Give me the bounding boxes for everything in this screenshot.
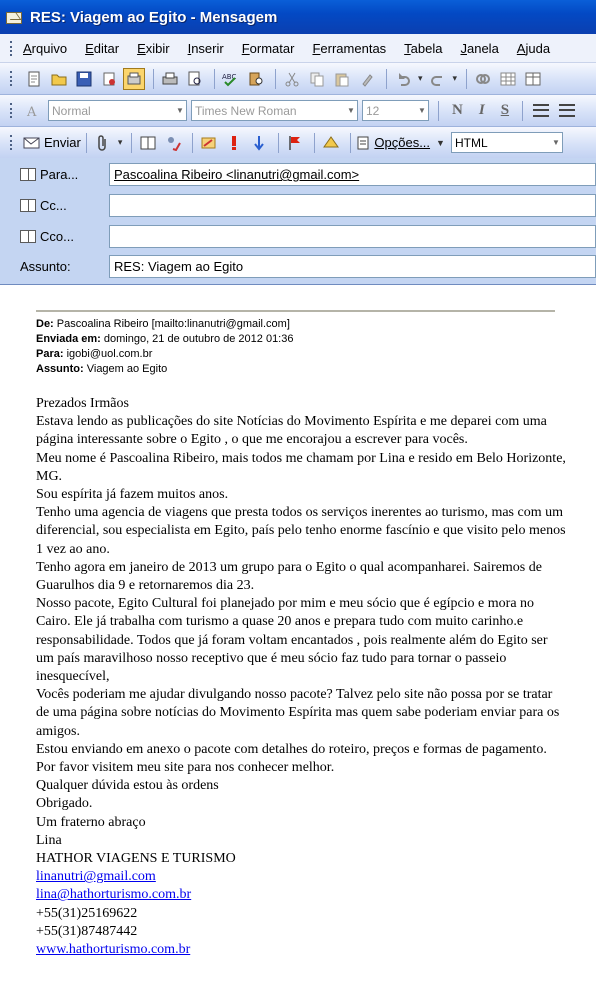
print-icon[interactable] xyxy=(159,68,181,90)
letter-paragraph: Obrigado. xyxy=(36,796,93,812)
paste-icon[interactable] xyxy=(331,68,353,90)
message-toolbar xyxy=(0,127,596,159)
letter-greeting: Prezados Irmãos xyxy=(36,396,129,411)
quoted-subject-label: Assunto: xyxy=(36,363,84,375)
letter-paragraph: Meu nome é Pascoalina Ribeiro, mais todos me chamam por Lina e resido em Belo Horizonte, MG. xyxy=(36,450,566,484)
toolbar-separator xyxy=(314,133,315,153)
bcc-row xyxy=(0,225,596,249)
toolbar-grip[interactable] xyxy=(10,41,13,56)
toolbar-separator xyxy=(386,69,387,89)
quoted-from-label: De: xyxy=(36,318,54,330)
toolbar-separator xyxy=(278,133,279,153)
style-select[interactable] xyxy=(48,100,187,121)
signature-name: Lina xyxy=(36,832,62,848)
bcc-button[interactable] xyxy=(20,229,74,244)
menu-arquivo[interactable]: Arquivo xyxy=(23,40,68,56)
toolbar-grip[interactable] xyxy=(10,135,13,150)
menu-ferramentas[interactable]: Ferramentas xyxy=(312,40,387,56)
to-row xyxy=(0,163,596,187)
message-body[interactable] xyxy=(0,286,596,989)
format-painter-icon[interactable] xyxy=(356,68,378,90)
email-link[interactable]: lina@hathorturismo.com.br xyxy=(36,887,192,903)
menu-exibir[interactable]: Exibir xyxy=(137,40,170,56)
toolbar-separator xyxy=(214,69,215,89)
send-label: Enviar xyxy=(44,135,81,150)
underline-button[interactable]: S xyxy=(500,102,510,118)
address-book-icon[interactable] xyxy=(137,132,159,154)
quoted-subject-value: Viagem ao Egito xyxy=(86,363,168,375)
toolbar-separator xyxy=(153,69,154,89)
insert-table-icon[interactable] xyxy=(522,68,544,90)
cc-field[interactable] xyxy=(109,194,596,217)
cc-button[interactable] xyxy=(20,198,67,213)
align-left-icon[interactable] xyxy=(533,104,549,117)
hyperlink-icon[interactable] xyxy=(472,68,494,90)
quoted-to-value: igobi@uol.com.br xyxy=(66,348,153,360)
style-select-value: Normal xyxy=(52,103,91,118)
to-label: Para... xyxy=(40,167,79,182)
letter-paragraph: Qualquer dúvida estou às ordens xyxy=(36,778,219,794)
letter-paragraph: Estava lendo as publicações do site Notícias do Movimento Espírita e me deparei com uma página interessante sobre o Egito , o que me encorajou a escrever para vocês. xyxy=(36,414,547,448)
preview-icon[interactable] xyxy=(184,68,206,90)
standard-toolbar xyxy=(0,63,596,95)
low-importance-icon[interactable] xyxy=(248,132,270,154)
print-preview-icon[interactable] xyxy=(123,68,145,90)
quoted-to-label: Para: xyxy=(36,348,64,360)
quote-divider xyxy=(36,310,555,312)
subject-field[interactable]: RES: Viagem ao Egito xyxy=(109,255,596,278)
chevron-down-icon[interactable]: ▾ xyxy=(452,73,458,83)
check-names-icon[interactable] xyxy=(162,132,184,154)
chevron-down-icon[interactable]: ▾ xyxy=(418,73,423,83)
copy-icon[interactable] xyxy=(306,68,328,90)
subject-row xyxy=(0,255,596,279)
phone-number: +55(31)25169622 xyxy=(36,905,138,921)
research-icon[interactable] xyxy=(245,68,267,90)
high-importance-icon[interactable] xyxy=(223,132,245,154)
signature-icon[interactable] xyxy=(198,132,220,154)
message-format-select[interactable] xyxy=(451,132,563,153)
toolbar-separator xyxy=(522,101,523,121)
font-size-select[interactable] xyxy=(362,100,429,121)
chevron-down-icon: ▼ xyxy=(418,106,426,115)
chevron-down-icon: ▼ xyxy=(176,106,184,115)
new-icon[interactable] xyxy=(23,68,45,90)
letter-paragraph: Tenho uma agencia de viagens que presta todos os serviços inerentes ao turismo, mas com um diferencial, sou especialista em Egito, país pelo tenho enorme fascínio e que visito pelo menos 1 vez ao ano. xyxy=(36,505,566,557)
cc-label: Cc... xyxy=(40,198,67,213)
cut-icon[interactable] xyxy=(281,68,303,90)
subject-label: Assunto: xyxy=(20,259,71,274)
letter-paragraph: Nosso pacote, Egito Cultural foi planejado por mim e meu sócio que é egípcio e mora no Cairo. Ele já trabalha com turismo a quase 20 anos e prepara tudo com muito carinho.e responsabilidade. Todos que já foram voltam encantados , pois realmente além do Egito ser um país maravilhoso nosso receptivo que é meu sócio faz tudo para tornar o passeio inesquecível, xyxy=(36,596,548,685)
menu-janela[interactable]: Janela xyxy=(460,40,499,56)
font-select[interactable] xyxy=(191,100,358,121)
bcc-field[interactable] xyxy=(109,225,596,248)
font-size-value: 12 xyxy=(366,103,380,118)
toolbar-separator xyxy=(86,133,87,153)
italic-button[interactable]: I xyxy=(478,102,485,118)
email-link[interactable]: linanutri@gmail.com xyxy=(36,869,156,885)
chevron-down-icon: ▼ xyxy=(436,137,445,148)
to-recipient[interactable]: Pascoalina Ribeiro <linanutri@gmail.com> xyxy=(114,167,360,182)
letter-paragraph: Tenho agora em janeiro de 2013 um grupo para o Egito o qual acompanharei. Sairemos de Guarulhos dia 9 e retornaremos dia 23. xyxy=(36,559,542,594)
quoted-from-value: Pascoalina Ribeiro [mailto:linanutri@gmail.com] xyxy=(56,318,290,330)
toolbar-grip[interactable] xyxy=(10,103,13,118)
to-button[interactable] xyxy=(20,167,78,182)
company-name: HATHOR VIAGENS E TURISMO xyxy=(36,851,236,867)
flag-icon[interactable] xyxy=(284,132,306,154)
toolbar-separator xyxy=(350,133,351,153)
svg-text:ABC: ABC xyxy=(222,72,237,81)
toolbar-separator xyxy=(438,101,439,121)
permission-icon[interactable] xyxy=(98,68,120,90)
letter-paragraph: Estou enviando em anexo o pacote com detalhes do roteiro, preços e formas de pagamento. xyxy=(36,741,547,757)
font-select-value: Times New Roman xyxy=(195,103,297,118)
letter-paragraph: Um fraterno abraço xyxy=(36,814,146,830)
letter-paragraph: Sou espírita já fazem muitos anos. xyxy=(36,487,229,503)
title-bar xyxy=(0,0,596,34)
styles-icon[interactable] xyxy=(23,100,45,122)
chevron-down-icon: ▼ xyxy=(551,138,560,147)
quoted-header xyxy=(36,317,293,377)
menu-formatar[interactable]: Formatar xyxy=(241,40,295,56)
toolbar-separator xyxy=(466,69,467,89)
permissions-icon[interactable] xyxy=(320,132,342,154)
redo-icon[interactable] xyxy=(427,68,449,90)
address-book-icon xyxy=(20,199,36,212)
message-header-panel xyxy=(0,158,596,285)
chevron-down-icon[interactable]: ▾ xyxy=(117,137,123,147)
window-title: RES: Viagem ao Egito - Mensagem xyxy=(30,8,278,26)
menu-inserir[interactable]: Inserir xyxy=(187,40,224,56)
open-folder-icon[interactable] xyxy=(48,68,70,90)
bcc-label: Cco... xyxy=(40,229,74,244)
toolbar-separator xyxy=(275,69,276,89)
quoted-sent-label: Enviada em: xyxy=(36,333,101,345)
bold-button[interactable]: N xyxy=(452,102,463,118)
attach-icon[interactable] xyxy=(92,132,114,154)
cc-row xyxy=(0,194,596,218)
send-envelope-icon xyxy=(23,136,41,150)
phone-number: +55(31)87487442 xyxy=(36,923,138,939)
options-label: Opções... xyxy=(374,135,431,150)
align-center-icon[interactable] xyxy=(559,104,575,117)
address-book-icon xyxy=(20,168,36,181)
undo-icon[interactable] xyxy=(392,68,414,90)
envelope-icon xyxy=(6,9,24,25)
website-link[interactable]: www.hathorturismo.com.br xyxy=(36,942,191,958)
save-icon[interactable] xyxy=(73,68,95,90)
menu-bar xyxy=(0,34,596,63)
options-button[interactable] xyxy=(356,135,449,151)
table-icon[interactable] xyxy=(497,68,519,90)
toolbar-separator xyxy=(192,133,193,153)
formatting-toolbar xyxy=(0,95,596,127)
letter-paragraph: Vocês poderiam me ajudar divulgando nosso pacote? Talvez pelo site não possa por se tratar de uma página sobre notícias do Movimento Espírita mas quem sabe poderiam enviar para os amigos. xyxy=(36,687,560,739)
letter-text xyxy=(36,395,566,959)
address-book-icon xyxy=(20,230,36,243)
quoted-sent-value: domingo, 21 de outubro de 2012 01:36 xyxy=(103,333,294,345)
menu-editar[interactable]: Editar xyxy=(85,40,120,56)
options-icon xyxy=(356,135,370,151)
toolbar-grip[interactable] xyxy=(10,71,13,86)
svg-text:A: A xyxy=(27,104,37,119)
menu-ajuda[interactable]: Ajuda xyxy=(516,40,551,56)
letter-paragraph: Por favor visitem meu site para nos conhecer melhor. xyxy=(36,760,335,776)
toolbar-separator xyxy=(131,133,132,153)
menu-tabela[interactable]: Tabela xyxy=(404,40,443,56)
to-field[interactable] xyxy=(109,163,596,186)
send-button[interactable] xyxy=(23,135,81,150)
spelling-icon[interactable] xyxy=(220,68,242,90)
message-format-value: HTML xyxy=(454,135,488,150)
chevron-down-icon: ▼ xyxy=(347,106,355,115)
